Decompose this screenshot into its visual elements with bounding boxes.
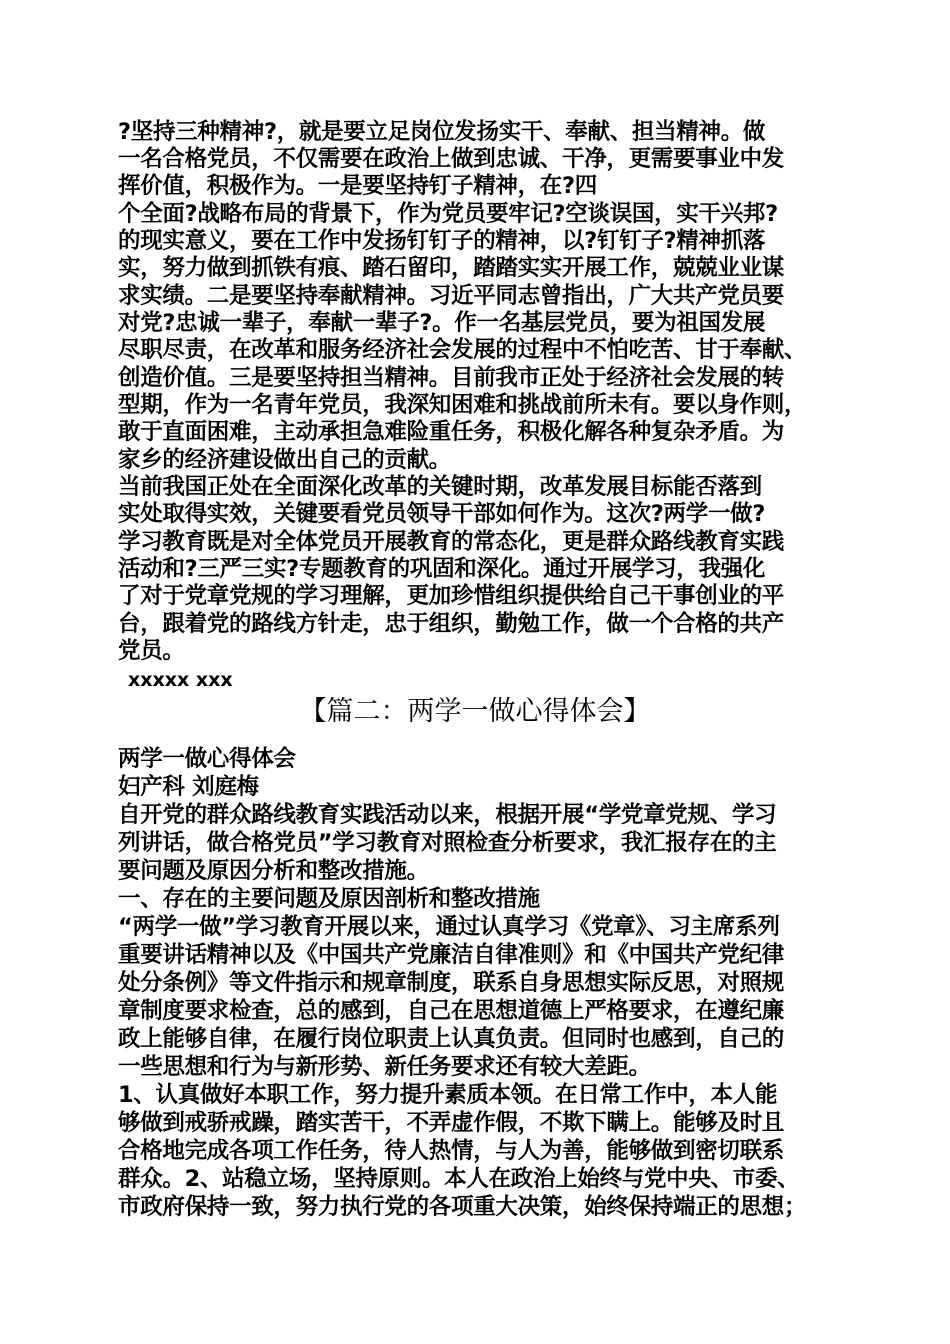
paragraph-line: 一名合格党员，不仅需要在政治上做到忠诚、干净，更需要事业中发 xyxy=(118,146,785,172)
paragraph-line: 创造价值。三是要坚持担当精神。目前我市正处于经济社会发展的转 xyxy=(118,365,785,391)
paragraph-line: 实处取得实效，关键要看党员领导干部如何作为。这次?两学一做? xyxy=(118,501,766,527)
paragraph-line: 重要讲话精神以及《中国共产党廉洁自律准则》和《中国共产党纪律 xyxy=(118,942,785,968)
paragraph-line: 合格地完成各项工作任务，待人热情，与人为善，能够做到密切联系 xyxy=(118,1138,785,1164)
paragraph-line: 处分条例》等文件指示和规章制度，联系自身思想实际反思，对照规 xyxy=(118,970,785,996)
paragraph-line: ?坚持三种精神?，就是要立足岗位发扬实干、奉献、担当精神。做 xyxy=(118,119,766,145)
paragraph-line: 党员。 xyxy=(118,638,185,664)
paragraph-line: 敢于直面困难，主动承担急难险重任务，积极化解各种复杂矛盾。为 xyxy=(118,419,785,445)
paragraph-line: 家乡的经济建设做出自己的贡献。 xyxy=(118,447,452,473)
paragraph-line: 学习教育既是对全体党员开展教育的常态化，更是群众路线教育实践 xyxy=(118,529,785,555)
paragraph-line: 了对于党章党规的学习理解，更加珍惜组织提供给自己干事创业的平 xyxy=(118,583,785,609)
article-title: 两学一做心得体会 xyxy=(118,746,296,772)
paragraph-line: 的现实意义，要在工作中发扬钉钉子的精神，以?钉钉子?精神抓落 xyxy=(118,228,766,254)
author-line: 妇产科 刘庭梅 xyxy=(118,774,259,800)
paragraph-line: 尽职尽责，在改革和服务经济社会发展的过程中不怕吃苦、甘于奉献、 xyxy=(118,337,807,363)
paragraph-line: 当前我国正处在全面深化改革的关键时期，改革发展目标能否落到 xyxy=(118,474,762,500)
paragraph-line: 活动和?三严三实?专题教育的巩固和深化。通过开展学习，我强化 xyxy=(118,556,766,582)
paragraph-line: 型期，作为一名青年党员，我深知困难和挑战前所未有。要以身作则， xyxy=(118,392,807,418)
paragraph-line: 一些思想和行为与新形势、新任务要求还有较大差距。 xyxy=(118,1054,651,1080)
paragraph-line: 要问题及原因分析和整改措施。 xyxy=(118,858,429,884)
paragraph-line: “两学一做”学习教育开展以来，通过认真学习《党章》、习主席系列 xyxy=(118,914,780,940)
paragraph-line: 挥价值，积极作为。一是要坚持钉子精神，在?四 xyxy=(118,173,597,199)
paragraph-line: 够做到戒骄戒躁，踏实苦干，不弄虚作假，不欺下瞒上。能够及时且 xyxy=(118,1110,785,1136)
paragraph-line: 自开党的群众路线教育实践活动以来，根据开展“学党章党规、学习 xyxy=(118,802,777,828)
paragraph-line: 政上能够自律，在履行岗位职责上认真负责。但同时也感到，自己的 xyxy=(118,1026,785,1052)
paragraph-line: 个全面?战略布局的背景下，作为党员要牢记?空谈误国，实干兴邦? xyxy=(118,201,778,227)
paragraph-line: 求实绩。二是要坚持奉献精神。习近平同志曾指出，广大共产党员要 xyxy=(118,283,785,309)
subsection-heading: 一、存在的主要问题及原因剖析和整改措施 xyxy=(118,886,540,912)
paragraph-line: 1、认真做好本职工作，努力提升素质本领。在日常工作中，本人能 xyxy=(118,1082,778,1108)
signature: xxxxx xxx xyxy=(128,669,233,691)
section-heading: 【篇二：两学一做心得体会】 xyxy=(299,696,651,727)
paragraph-line: 实，努力做到抓铁有痕、踏石留印，踏踏实实开展工作，兢兢业业谋 xyxy=(118,255,785,281)
paragraph-line: 章制度要求检查，总的感到，自己在思想道德上严格要求，在遵纪廉 xyxy=(118,998,785,1024)
paragraph-line: 对党?忠诚一辈子，奉献一辈子?。作一名基层党员，要为祖国发展 xyxy=(118,310,766,336)
paragraph-line: 市政府保持一致，努力执行党的各项重大决策，始终保持端正的思想； xyxy=(118,1194,807,1220)
paragraph-line: 台，跟着党的路线方针走，忠于组织，勤勉工作，做一个合格的共产 xyxy=(118,611,785,637)
paragraph-line: 列讲话，做合格党员”学习教育对照检查分析要求，我汇报存在的主 xyxy=(118,830,777,856)
paragraph-line: 群众。2、站稳立场，坚持原则。本人在政治上始终与党中央、市委、 xyxy=(118,1166,800,1192)
